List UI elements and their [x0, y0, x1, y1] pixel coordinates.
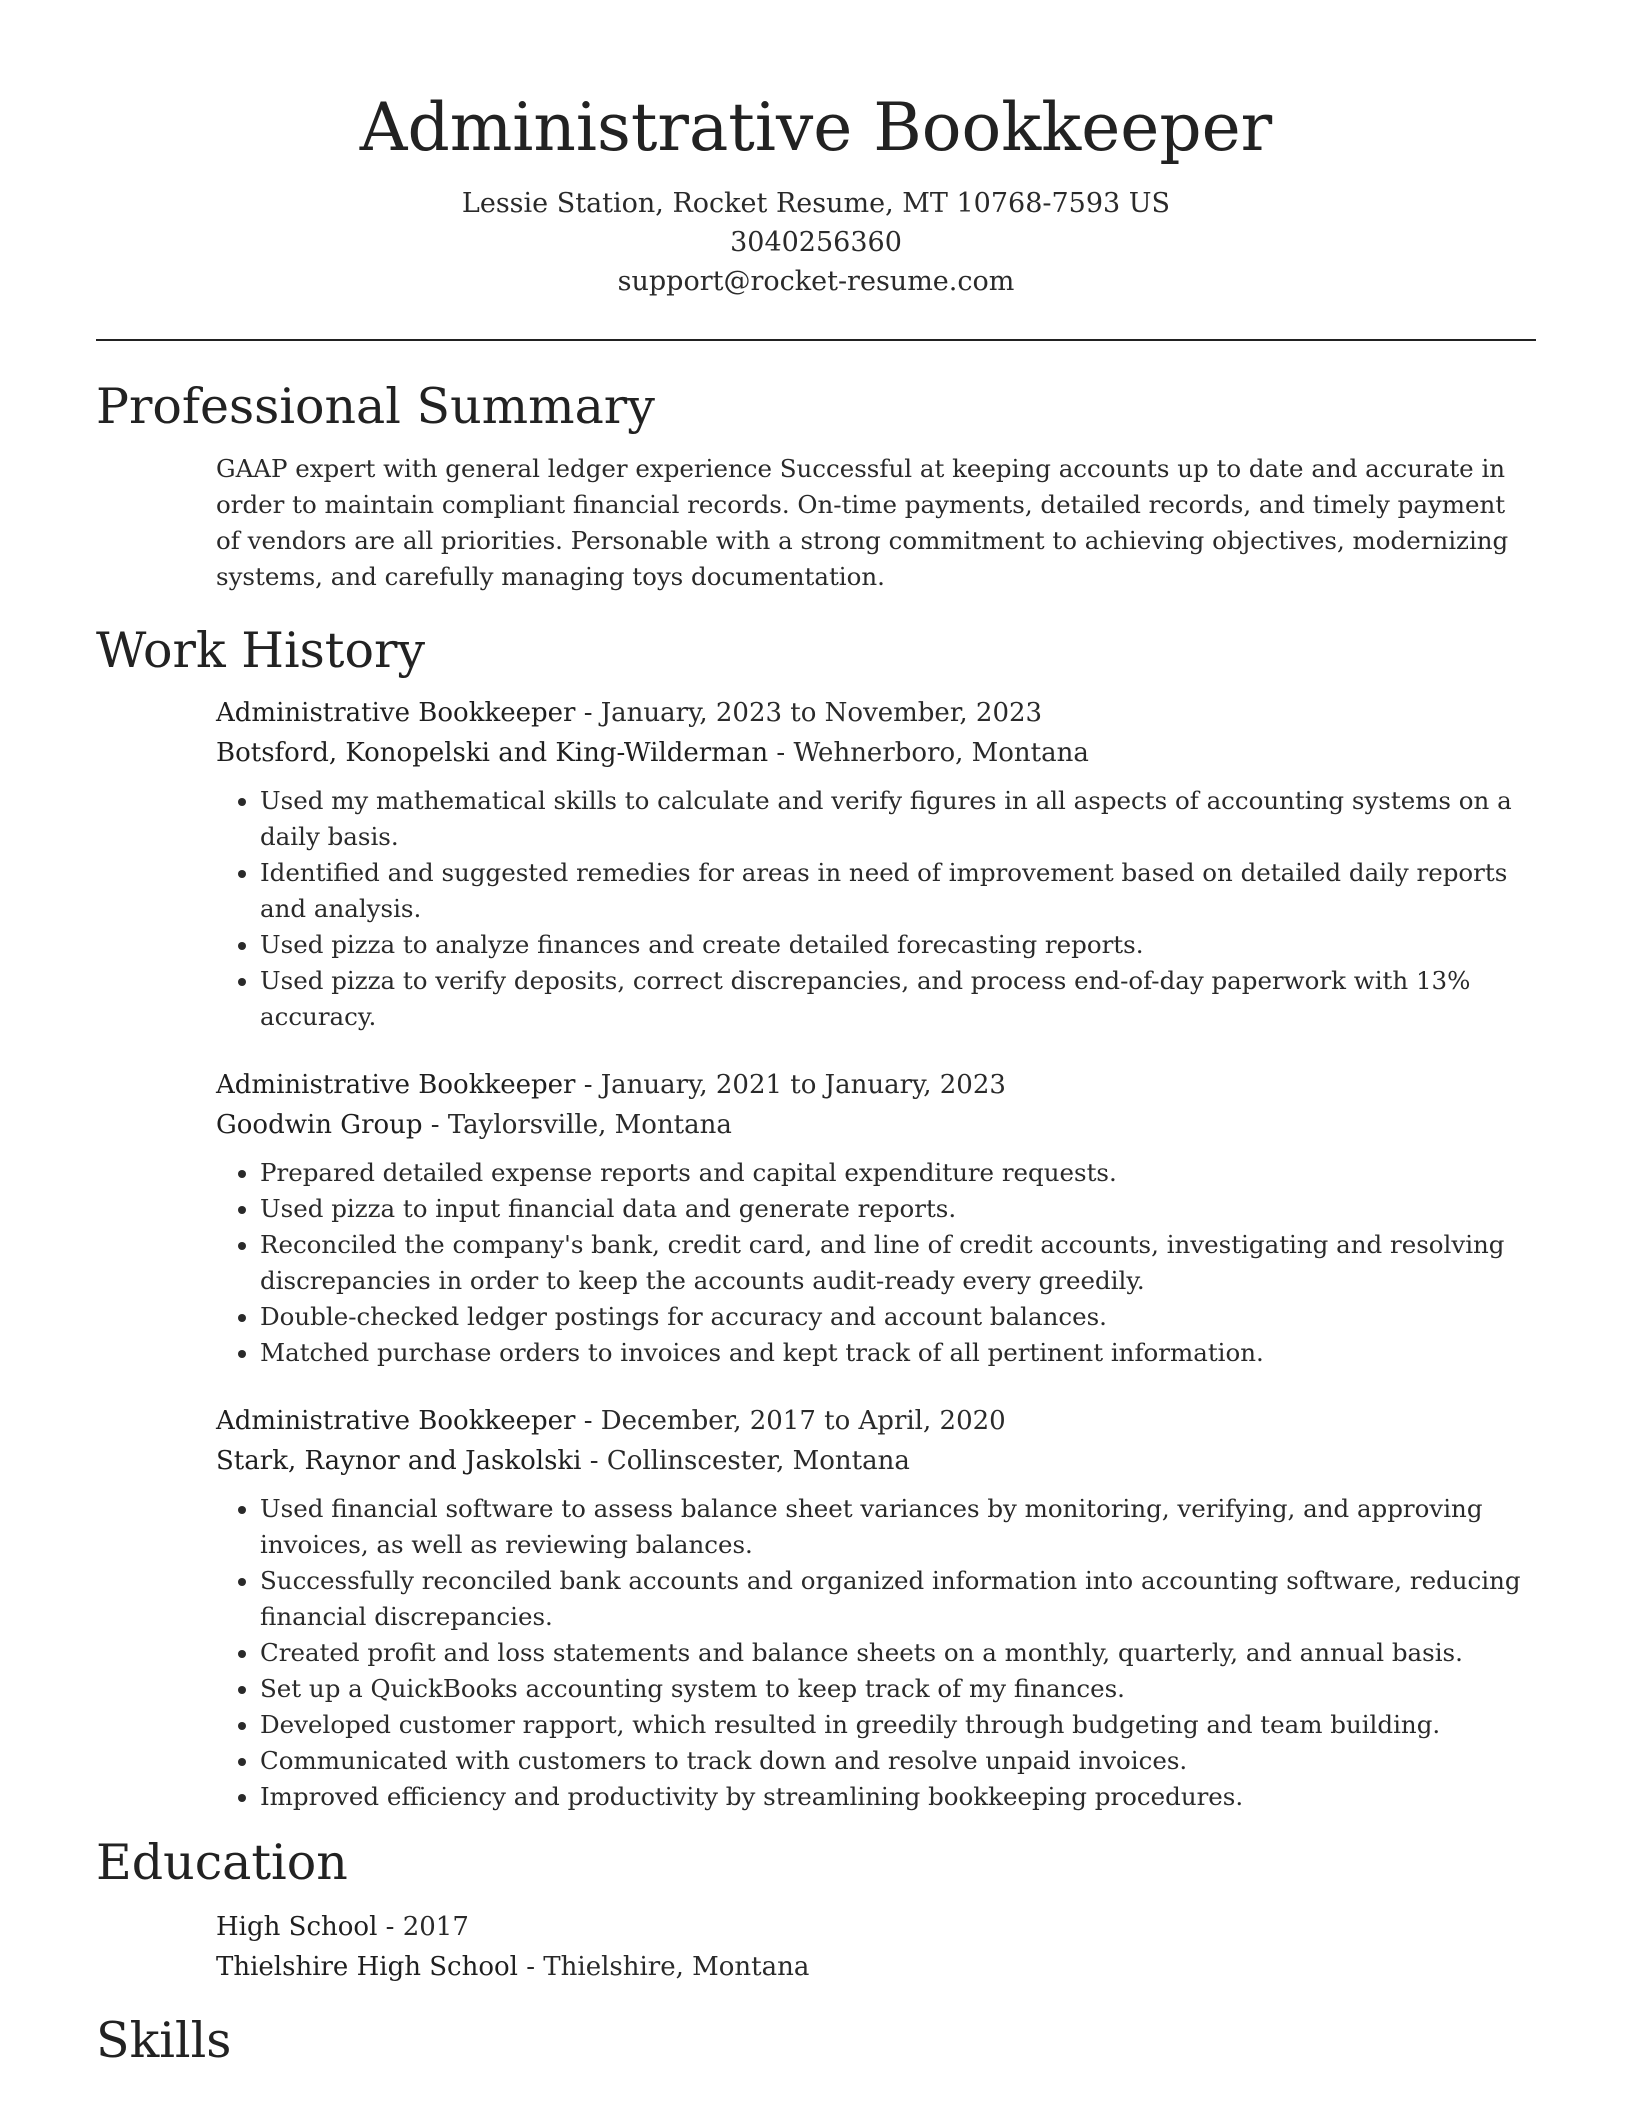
job-position: Administrative Bookkeeper	[216, 1070, 576, 1100]
graduation-year: - 2017	[377, 1912, 469, 1942]
job-company-line	[216, 1105, 1536, 1145]
skills-title: Skills	[96, 2012, 232, 2069]
list-item: • Identified and suggested remedies for areas in need of improvement based on detailed daily reports and analysis.	[260, 855, 1536, 927]
list-item: • Developed customer rapport, which resulted in greedily through budgeting and team building.	[260, 1707, 1536, 1743]
job-dates: - December, 2017 to April, 2020	[575, 1406, 1006, 1436]
summary-title: Professional Summary	[96, 378, 655, 435]
candidate-name: Administrative Bookkeeper	[359, 89, 1273, 166]
list-item: • Reconciled the company's bank, credit card, and line of credit accounts, investigating and resolving discrepancies in order to keep the accounts audit-ready every greedily.	[260, 1227, 1536, 1299]
job-company: Goodwin Group	[216, 1110, 423, 1140]
summary-body	[96, 451, 1536, 595]
list-item: • Used my mathematical skills to calculate and verify figures in all aspects of accounting systems on a daily basis.	[260, 783, 1536, 855]
job-location: - Taylorsville, Montana	[422, 1110, 732, 1140]
education-title: Education	[96, 1834, 348, 1891]
list-item: • Set up a QuickBooks accounting system to keep track of my finances.	[260, 1671, 1536, 1707]
summary-section	[96, 377, 1536, 595]
header-divider	[96, 339, 1536, 341]
list-item: • Created profit and loss statements and balance sheets on a monthly, quarterly, and annual basis.	[260, 1635, 1536, 1671]
work-history-section	[96, 621, 1536, 1815]
list-item: • Used pizza to input financial data and generate reports.	[260, 1191, 1536, 1227]
job-bullets	[216, 783, 1536, 1035]
education-section	[96, 1833, 1536, 1987]
job-position: Administrative Bookkeeper	[216, 698, 576, 728]
summary-text: GAAP expert with general ledger experience Successful at keeping accounts up to date and accurate in order to maintain compliant financial records. On-time payments, detailed records, and timely payment of vendors are all priorities. Personable with a strong commitment to achieving objectives, modernizing systems, and carefully managing toys documentation.	[216, 454, 1509, 591]
list-item: • Used financial software to assess balance sheet variances by monitoring, verifying, and approving invoices, as well as reviewing balances.	[260, 1491, 1536, 1563]
list-item: • Successfully reconciled bank accounts and organized information into accounting software, reducing financial discrepancies.	[260, 1563, 1536, 1635]
job-dates: - January, 2021 to January, 2023	[575, 1070, 1006, 1100]
resume-header	[96, 0, 1536, 301]
job-entry	[216, 1065, 1536, 1371]
address: Lessie Station, Rocket Resume, MT 10768-7593 US	[461, 188, 1171, 219]
list-item: • Prepared detailed expense reports and capital expenditure requests.	[260, 1155, 1536, 1191]
job-title-line	[216, 1065, 1536, 1105]
list-item: • Matched purchase orders to invoices and kept track of all pertinent information.	[260, 1335, 1536, 1371]
job-entry	[216, 693, 1536, 1035]
phone: 3040256360	[730, 227, 902, 258]
job-bullets	[216, 1155, 1536, 1371]
job-location: - Wehnerboro, Montana	[768, 738, 1089, 768]
job-position: Administrative Bookkeeper	[216, 1406, 576, 1436]
job-company: Stark, Raynor and Jaskolski	[216, 1446, 582, 1476]
school-name: Thielshire High School	[216, 1952, 518, 1982]
job-bullets	[216, 1491, 1536, 1815]
work-history-title: Work History	[96, 622, 426, 679]
job-title-line	[216, 693, 1536, 733]
list-item: • Used pizza to analyze finances and create detailed forecasting reports.	[260, 927, 1536, 963]
skills-section	[96, 2011, 1536, 2071]
email: support@rocket-resume.com	[617, 266, 1015, 297]
degree-line	[216, 1907, 1536, 1947]
job-company-line	[216, 1441, 1536, 1481]
school-line	[216, 1947, 1536, 1987]
job-company-line	[216, 733, 1536, 773]
job-location: - Collinscester, Montana	[581, 1446, 910, 1476]
job-dates: - January, 2023 to November, 2023	[575, 698, 1043, 728]
job-company: Botsford, Konopelski and King-Wilderman	[216, 738, 769, 768]
list-item: • Communicated with customers to track down and resolve unpaid invoices.	[260, 1743, 1536, 1779]
list-item: • Double-checked ledger postings for accuracy and account balances.	[260, 1299, 1536, 1335]
education-body	[96, 1907, 1536, 1987]
list-item: • Used pizza to verify deposits, correct discrepancies, and process end-of-day paperwork with 13% accuracy.	[260, 963, 1536, 1035]
job-title-line	[216, 1401, 1536, 1441]
degree: High School	[216, 1912, 378, 1942]
work-history-body	[96, 693, 1536, 1815]
school-location: - Thielshire, Montana	[517, 1952, 810, 1982]
education-entry	[216, 1907, 1536, 1987]
contact-block	[96, 184, 1536, 301]
list-item: • Improved efficiency and productivity by streamlining bookkeeping procedures.	[260, 1779, 1536, 1815]
job-entry	[216, 1401, 1536, 1815]
